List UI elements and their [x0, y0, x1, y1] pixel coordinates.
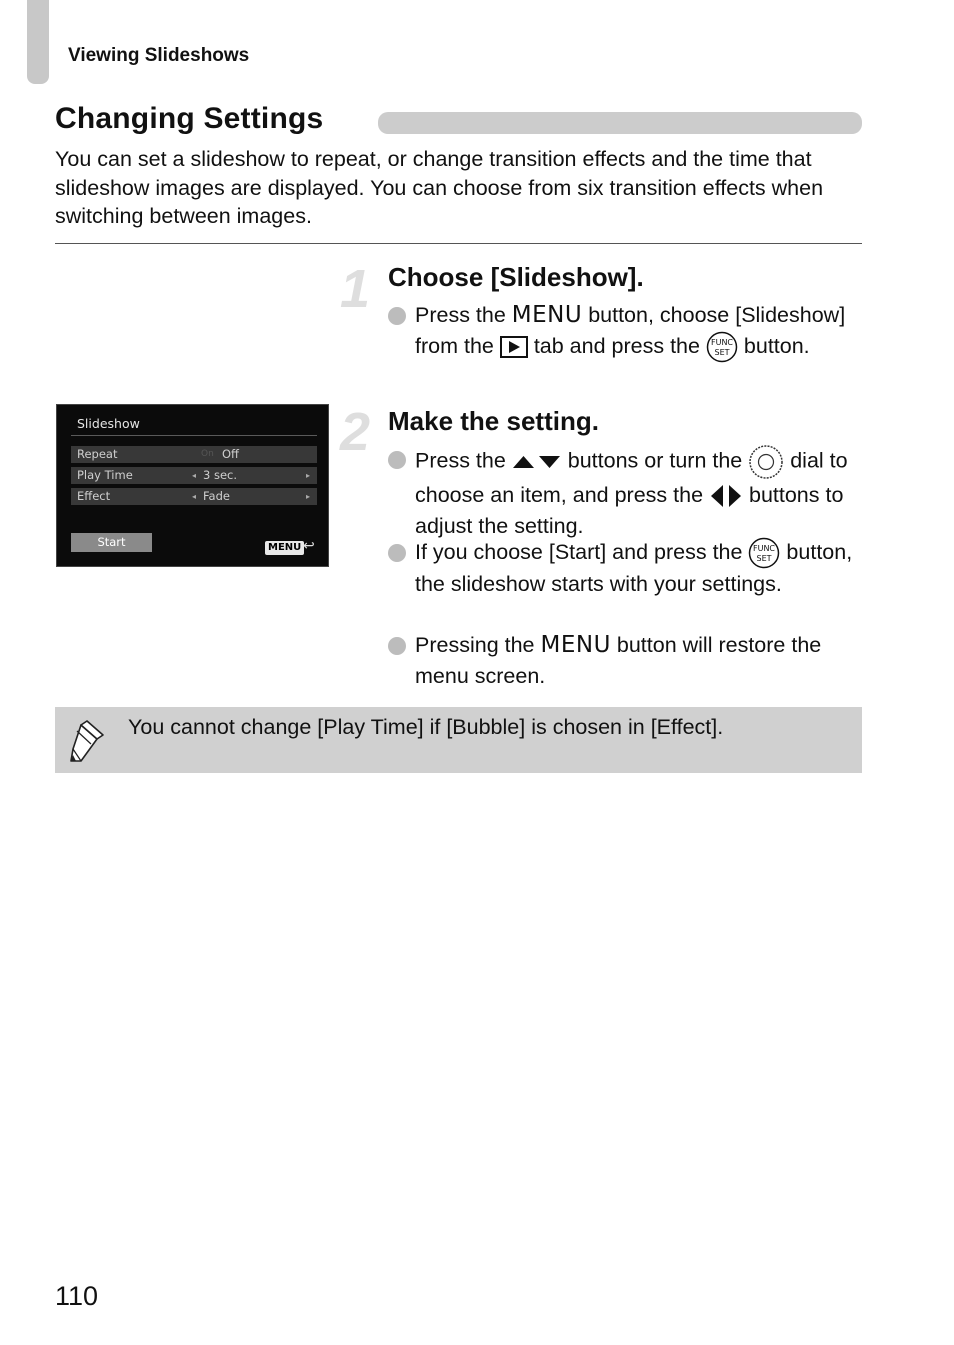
right-arrow-icon: ▸	[305, 471, 310, 480]
side-tab-decoration	[27, 0, 49, 84]
svg-text:FUNC: FUNC	[710, 337, 733, 347]
camera-screen-image	[56, 404, 329, 567]
right-arrow-icon: ▸	[305, 492, 310, 501]
bullet-dot	[388, 544, 406, 562]
up-down-buttons-icon	[512, 453, 562, 471]
svg-text:FUNC: FUNC	[753, 544, 776, 554]
page-number: 110	[55, 1281, 99, 1311]
control-dial-icon	[748, 444, 784, 480]
return-arrow-icon: ↩	[303, 538, 315, 554]
func-set-button-icon	[706, 331, 738, 363]
screen-row-repeat: Repeat On Off	[71, 446, 317, 463]
svg-text:SET: SET	[756, 554, 772, 564]
bullet-dot	[388, 307, 406, 325]
page-title: Changing Settings	[55, 102, 324, 135]
screen-row-effect: Effect ◂ Fade ▸	[71, 488, 317, 505]
step2-bullet-2: If you choose [Start] and press the FUNC SET button, the slideshow starts with your settings.	[388, 537, 863, 600]
step1-bullet-1: Press the MENU button, choose [Slideshow] from the tab and press the FUNC SET button.	[388, 300, 863, 363]
step-title-1: Choose [Slideshow].	[388, 262, 644, 292]
left-arrow-icon: ◂	[192, 471, 197, 480]
note-box	[55, 707, 862, 773]
note-text: You cannot change [Play Time] if [Bubble] is chosen in [Effect].	[128, 715, 724, 739]
step-number-1: 1	[340, 259, 371, 319]
func-set-button-icon	[748, 537, 780, 569]
screen-divider	[71, 435, 317, 436]
screen-menu-label: MENU	[265, 541, 304, 555]
heading-bar-decoration	[378, 112, 862, 134]
step-title-2: Make the setting.	[388, 406, 599, 436]
menu-button-label: MENU	[540, 632, 611, 658]
svg-text:SET: SET	[714, 347, 730, 357]
menu-button-label: MENU	[511, 302, 583, 328]
intro-paragraph: You can set a slideshow to repeat, or change transition effects and the time that slideshow images are displayed. You can choose from six transition effects when switching between images.	[55, 147, 824, 228]
pencil-icon	[67, 719, 107, 765]
screen-row-play-time: Play Time ◂ 3 sec. ▸	[71, 467, 317, 484]
section-label: Viewing Slideshows	[68, 45, 250, 66]
step2-bullet-1: Press the buttons or turn the dial to choose an item, and press the buttons to adjust the setting.	[388, 444, 863, 541]
bullet-dot	[388, 451, 406, 469]
bullet-dot	[388, 637, 406, 655]
play-tab-icon	[500, 336, 528, 358]
screen-title: Slideshow	[77, 416, 140, 431]
step2-bullet-3: Pressing the MENU button will restore the menu screen.	[388, 630, 863, 691]
divider	[55, 243, 862, 244]
left-right-buttons-icon	[709, 484, 743, 508]
screen-start-button: Start	[71, 533, 152, 552]
step-number-2: 2	[340, 402, 371, 462]
left-arrow-icon: ◂	[192, 492, 197, 501]
